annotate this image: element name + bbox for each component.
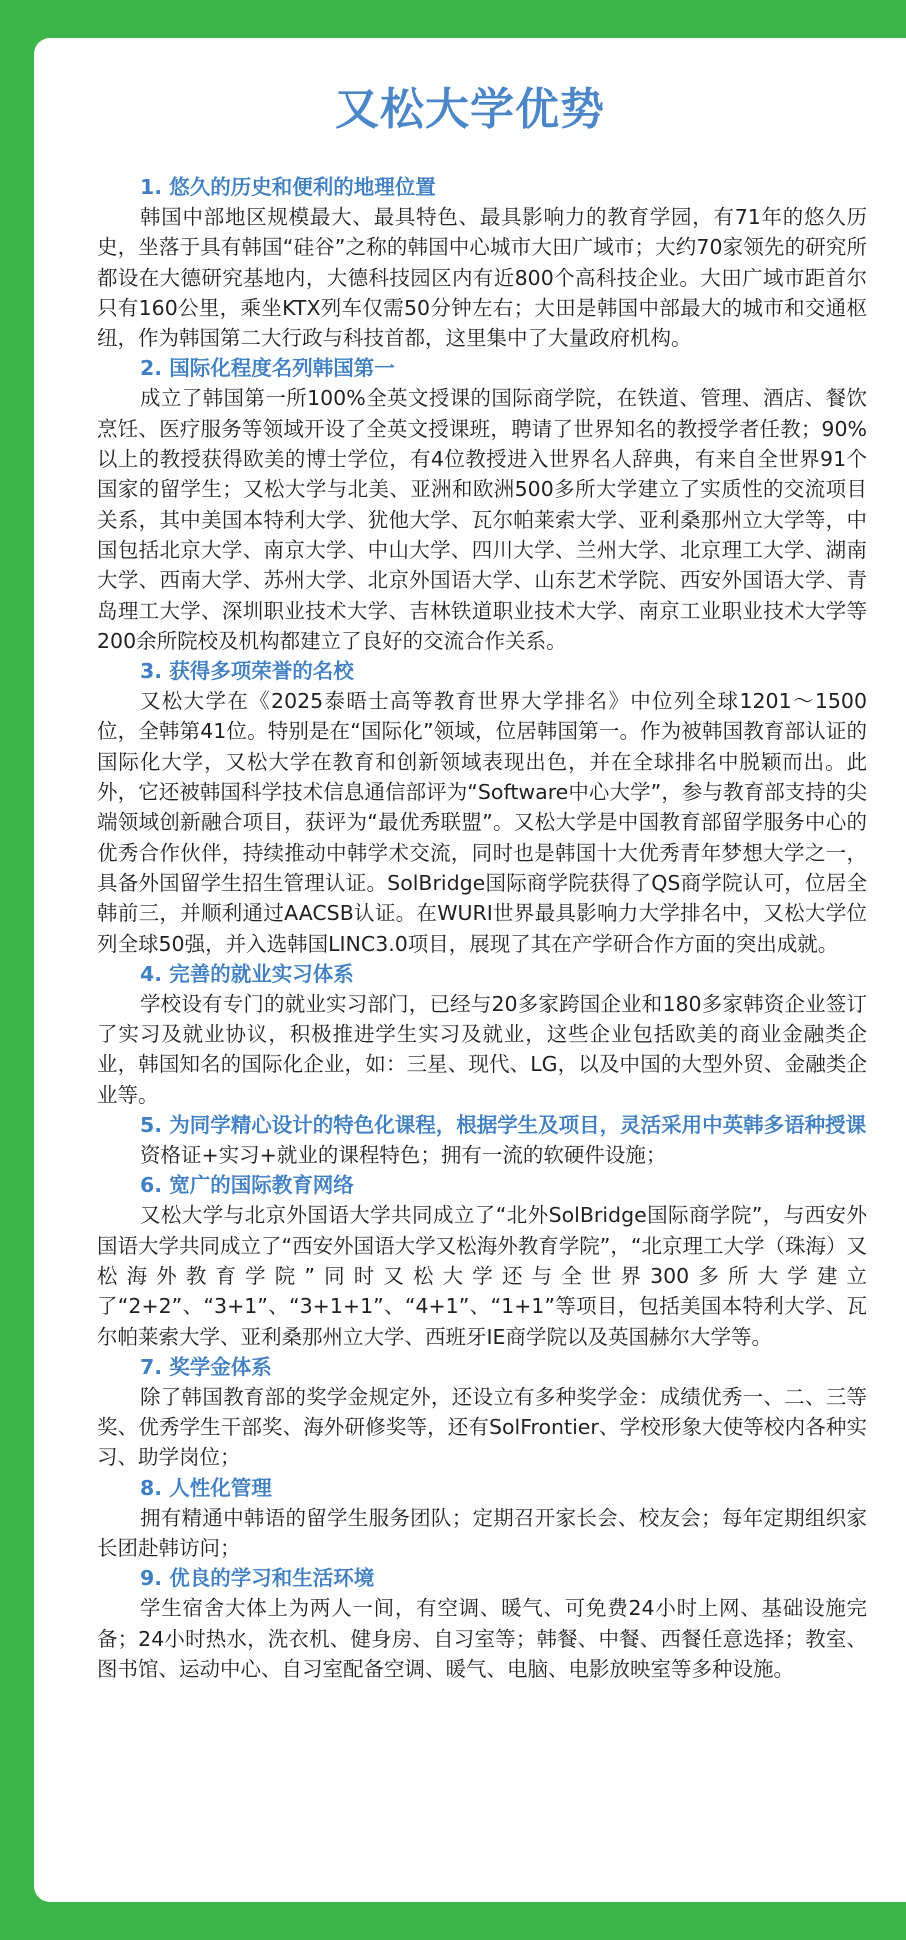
section-curriculum [97,1110,867,1170]
section-text: 学校设有专门的就业实习部门，已经与20多家跨国企业和180多家韩资企业签订了实习及就业协议，积极推进学生实习及就业，这些企业包括欧美的商业金融类企业，韩国知名的国际化企业，如：三星、现代、LG，以及中国的大型外贸、金融类企业等。 [97,991,867,1107]
section-scholarship [97,1352,867,1473]
section-heading: 6. 宽广的国际教育网络 [140,1173,354,1198]
section-text: 学生宿舍大体上为两人一间，有空调、暖气、可免费24小时上网、基础设施完备；24小时热水，洗衣机、健身房、自习室等；韩餐、中餐、西餐任意选择；教室、图书馆、运动中心、自习室配备空调、暖气、电脑、电影放映室等多种设施。 [97,1596,867,1681]
section-education-network [97,1170,867,1351]
section-text: 除了韩国教育部的奖学金规定外，还设立有多种奖学金：成绩优秀一、二、三等奖、优秀学生干部奖、海外研修奖等，还有SolFrontier、学校形象大使等校内各种实习、助学岗位； [97,1384,867,1470]
section-text: 又松大学在《2025泰晤士高等教育世界大学排名》中位列全球1201～1500位，全韩第41位。特别是在“国际化”领域，位居韩国第一。作为被韩国教育部认证的国际化大学，又松大学在教育和创新领域表现出色，并在全球排名中脱颖而出。此外，它还被韩国科学技术信息通信部评为“Software中心大学”，参与教育部支持的尖端领域创新融合项目，获评为“最优秀联盟”。又松大学是中国教育部留学服务中心的优秀合作伙伴，持续推动中韩学术交流，同时也是韩国十大优秀青年梦想大学之一，具备外国留学生招生管理认证。SolBridge国际商学院获得了QS商学院认可，位居全韩前三，并顺利通过AACSB认证。在WURI世界最具影响力大学排名中，又松大学位列全球50强，并入选韩国LINC3.0项目，展现了其在产学研合作方面的突出成就。 [97,689,867,956]
section-heading: 5. 为同学精心设计的特色化课程，根据学生及项目，灵活采用中英韩多语种授课 [140,1113,867,1138]
section-heading: 9. 优良的学习和生活环境 [140,1566,375,1591]
section-text: 拥有精通中韩语的留学生服务团队；定期召开家长会、校友会；每年定期组织家长团赴韩访问； [97,1505,867,1560]
section-honors [97,656,867,959]
section-text: 又松大学与北京外国语大学共同成立了“北外SolBridge国际商学院”，与西安外国语大学共同成立了“西安外国语大学又松海外教育学院”，“北京理工大学（珠海）又松海外教育学院”同时又松大学还与全世界300多所大学建立了“2+2”、“3+1”、“3+1+1”、“4+1”、“1+1”等项目，包括美国本特利大学、瓦尔帕莱索大学、亚利桑那州立大学、西班牙IE商学院以及英国赫尔大学等。 [97,1203,867,1349]
section-heading: 7. 奖学金体系 [140,1354,272,1379]
section-text: 资格证+实习+就业的课程特色；拥有一流的软硬件设施； [140,1143,667,1168]
section-heading: 1. 悠久的历史和便利的地理位置 [140,175,436,199]
section-text: 成立了韩国第一所100%全英文授课的国际商学院，在铁道、管理、酒店、餐饮烹饪、医疗服务等领域开设了全英文授课班，聘请了世界知名的教授学者任教；90%以上的教授获得欧美的博士学位，有4位教授进入世界名人辞典，有来自全世界91个国家的留学生；又松大学与北美、亚洲和欧洲500多所大学建立了实质性的交流项目关系，其中美国本特利大学、犹他大学、瓦尔帕莱索大学、亚利桑那州立大学等，中国包括北京大学、南京大学、中山大学、四川大学、兰州大学、北京理工大学、湖南大学、西南大学、苏州大学、北京外国语大学、山东艺术学院、西安外国语大学、青岛理工大学、深圳职业技术大学、吉林铁道职业技术大学、南京工业职业技术大学等200余所院校及机构都建立了良好的交流合作关系。 [97,386,867,653]
section-management [97,1473,867,1564]
section-text: 韩国中部地区规模最大、最具特色、最具影响力的教育学园，有71年的悠久历史，坐落于具有韩国“硅谷”之称的韩国中心城市大田广域市；大约70家领先的研究所都设在大德研究基地内，大德科技园区内有近800个高科技企业。大田广域市距首尔只有160公里，乘坐KTX列车仅需50分钟左右；大田是韩国中部最大的城市和交通枢纽，作为韩国第二大行政与科技首都，这里集中了大量政府机构。 [97,205,867,351]
content-card [34,38,906,1902]
section-heading: 4. 完善的就业实习体系 [140,961,354,986]
section-heading: 8. 人性化管理 [140,1475,272,1500]
section-environment [97,1563,867,1684]
section-history-location [97,172,867,353]
section-employment [97,959,867,1110]
advantages-content [97,172,867,1684]
section-heading: 2. 国际化程度名列韩国第一 [140,356,395,381]
page-title: 又松大学优势 [335,84,605,135]
section-heading: 3. 获得多项荣誉的名校 [140,659,354,684]
section-internationalization [97,353,867,656]
